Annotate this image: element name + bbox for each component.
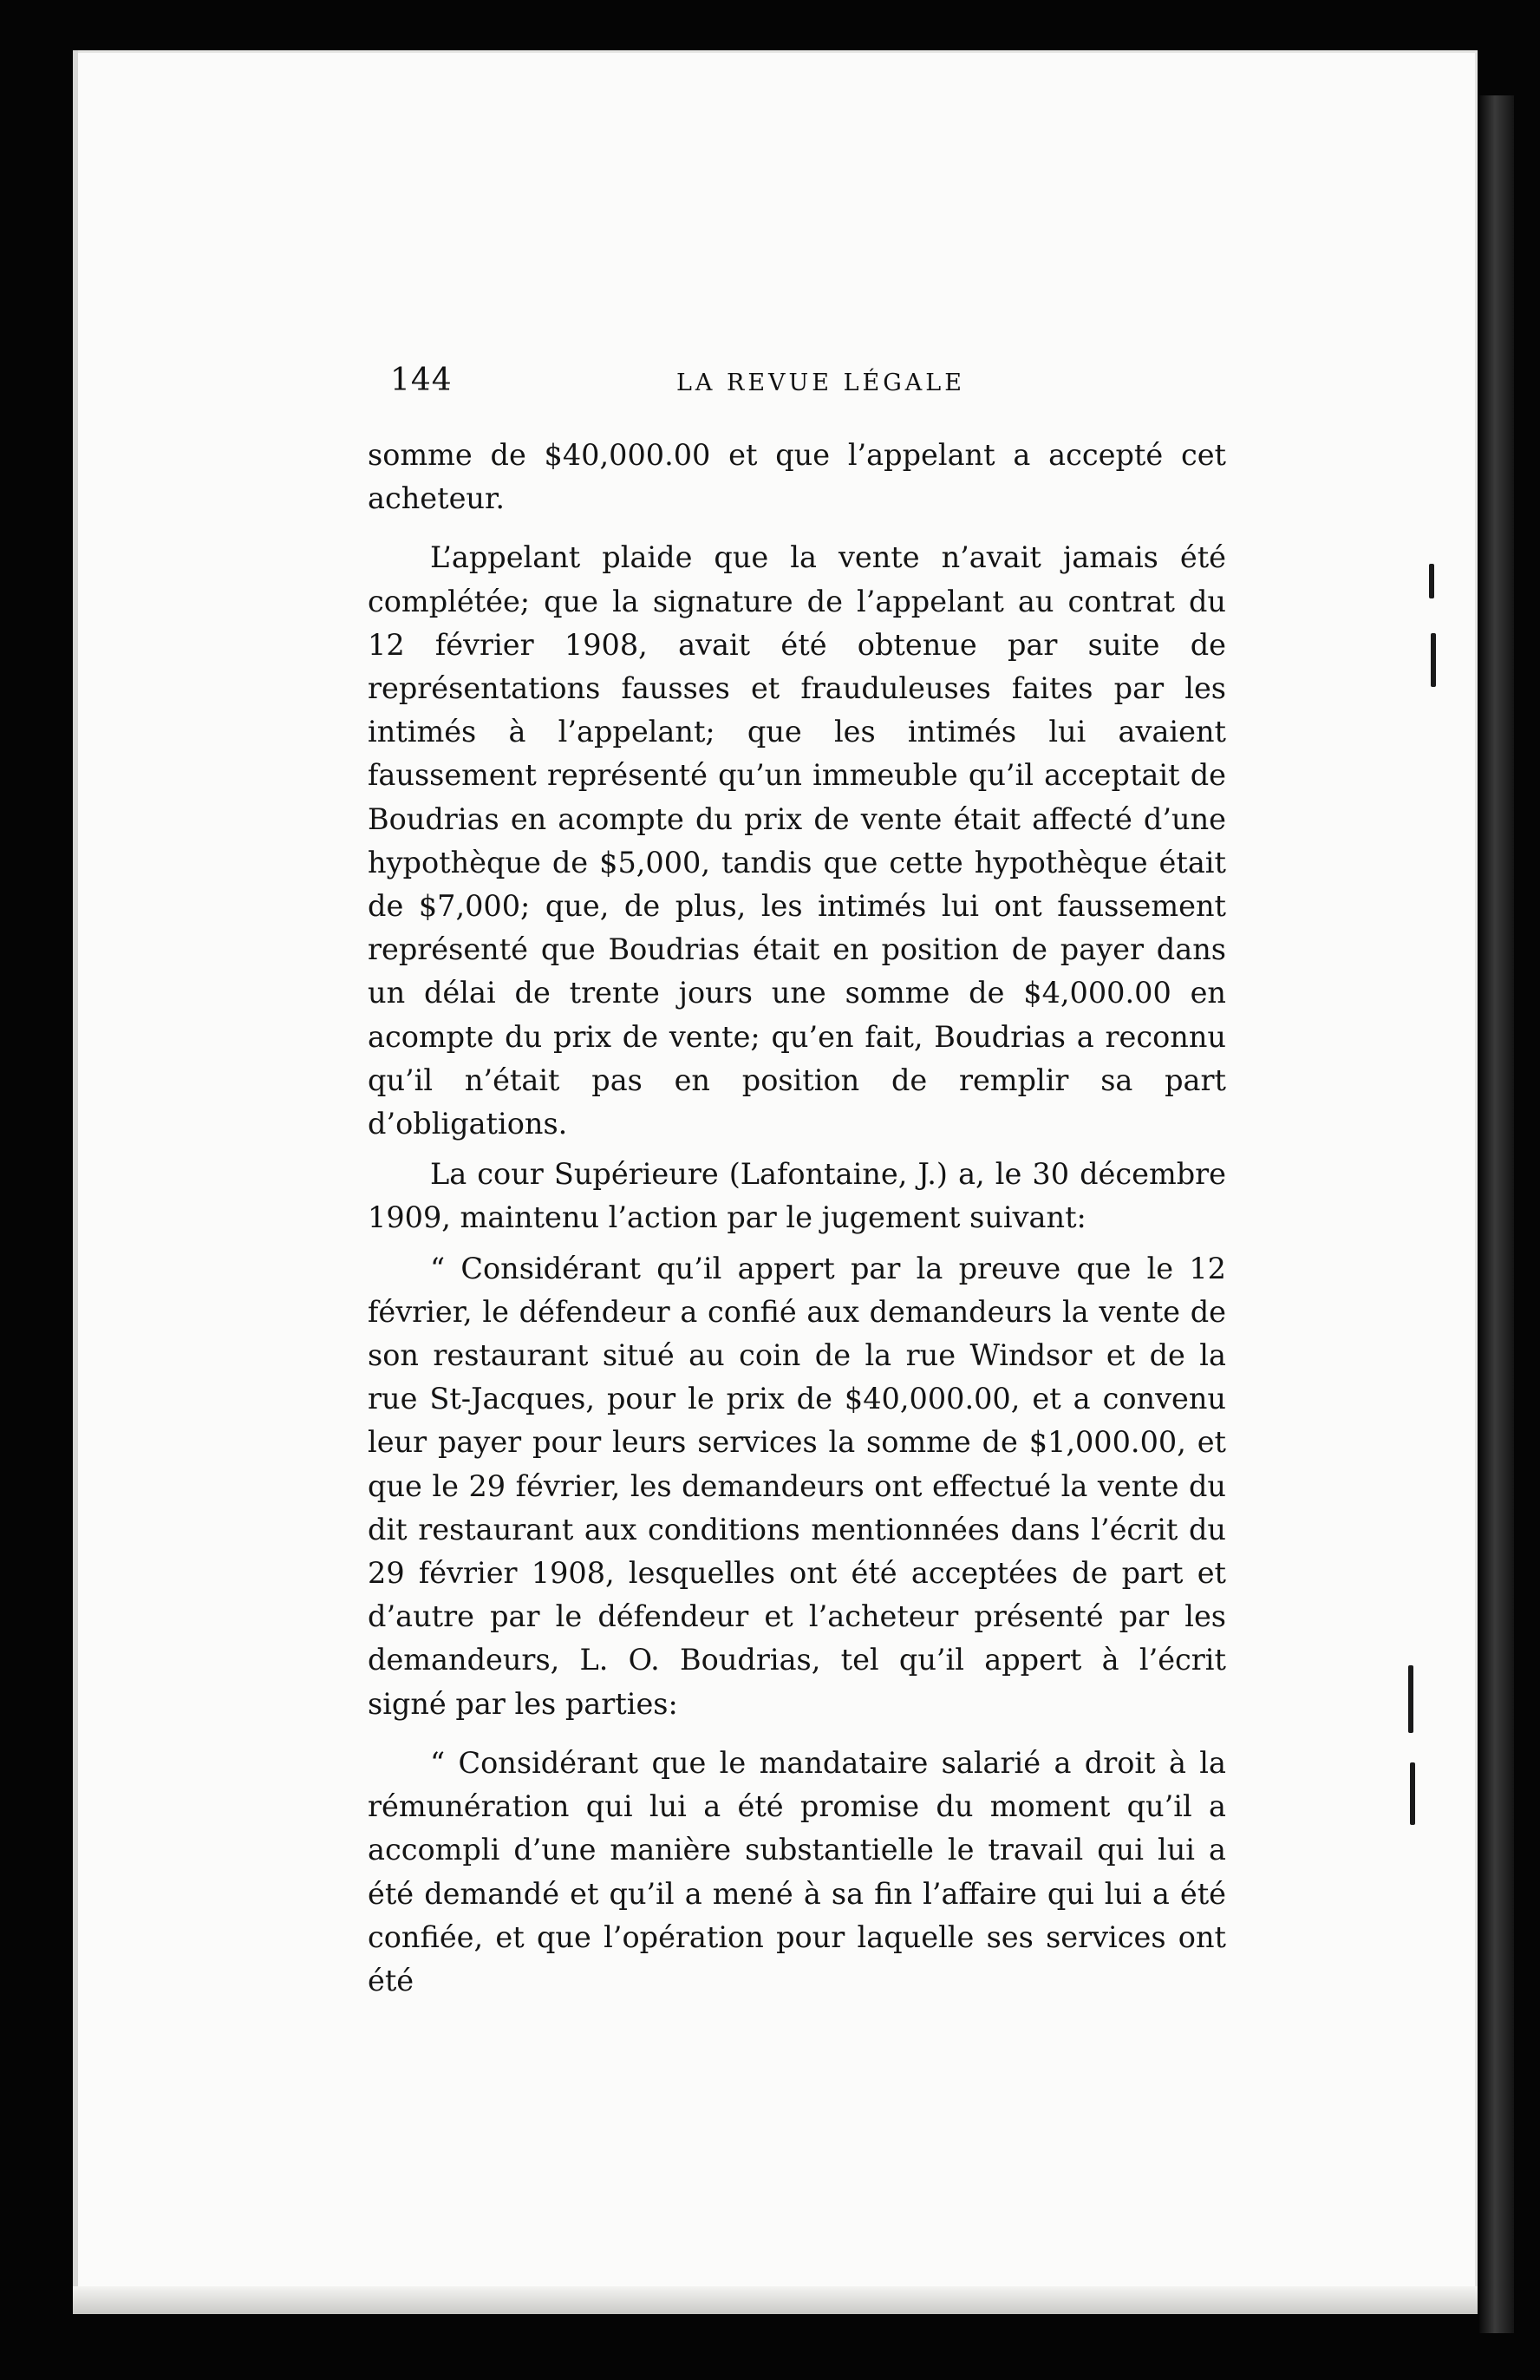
paragraph-considerant-2: “ Considérant que le mandataire salarié a droit à la rémunération qui lui a été promise du moment qu’il a accompli d’une manière substantielle le travail qui lui a été demandé et qu’il a mené à sa fin l’affaire qui lui a été confiée, et que l’opération pour laquelle ses services ont été [368,1745,1226,1998]
margin-mark [1429,564,1434,598]
page-header [390,363,1240,411]
paragraph-considerant-1: “ Considérant qu’il appert par la preuve que le 12 février, le défendeur a confié aux demandeurs la vente de son restaurant situé au coin de la rue Windsor et de la rue St-Jacques, pour le prix de $40,000.00, et a convenu leur payer pour leurs services la somme de $1,000.00, et que le 29 février, les demandeurs ont effectué la vente du dit restaurant aux conditions mentionnées dans l’écrit du 29 février 1908, lesquelles ont été acceptées de part et d’autre par le défendeur et l’acheteur présenté par les demandeurs, L. O. Boudrias, tel qu’il appert à l’écrit signé par les parties: [368,1251,1226,1721]
margin-mark [1408,1665,1413,1733]
margin-mark [1431,633,1436,687]
page-number: 144 [390,363,453,398]
paragraph-appelant-plaide: L’appelant plaide que la vente n’avait jamais été complétée; que la signature de l’appelant au contrat du 12 février 1908, avait été obtenue par suite de représentations fausses et frauduleuses faites par les intimés à l’appelant; que les intimés lui avaient faussement représenté qu’un immeuble qu’il acceptait de Boudrias en acompte du prix de vente était affecté d’une hypothèque de $5,000, tandis que cette hypothèque était de $7,000; que, de plus, les intimés lui ont faussement représenté que Boudrias était en position de payer dans un délai de trente jours une somme de $4,000.00 en acompte du prix de vente; qu’en fait, Boudrias a reconnu qu’il n’était pas en position de remplir sa part d’obligations. [368,540,1226,1141]
running-title: LA REVUE LÉGALE [676,369,965,396]
page-left-edge [73,50,78,2314]
page-bottom-edge [73,2286,1478,2314]
book-spine-edge [1479,95,1514,2333]
body-text [368,434,1226,1998]
paragraph-continuation: somme de $40,000.00 et que l’appelant a accepté cet acheteur. [368,438,1226,516]
margin-mark [1410,1762,1415,1825]
paragraph-cour-superieure: La cour Supérieure (Lafontaine, J.) a, le 30 décembre 1909, maintenu l’action par le jugement suivant: [368,1157,1226,1235]
